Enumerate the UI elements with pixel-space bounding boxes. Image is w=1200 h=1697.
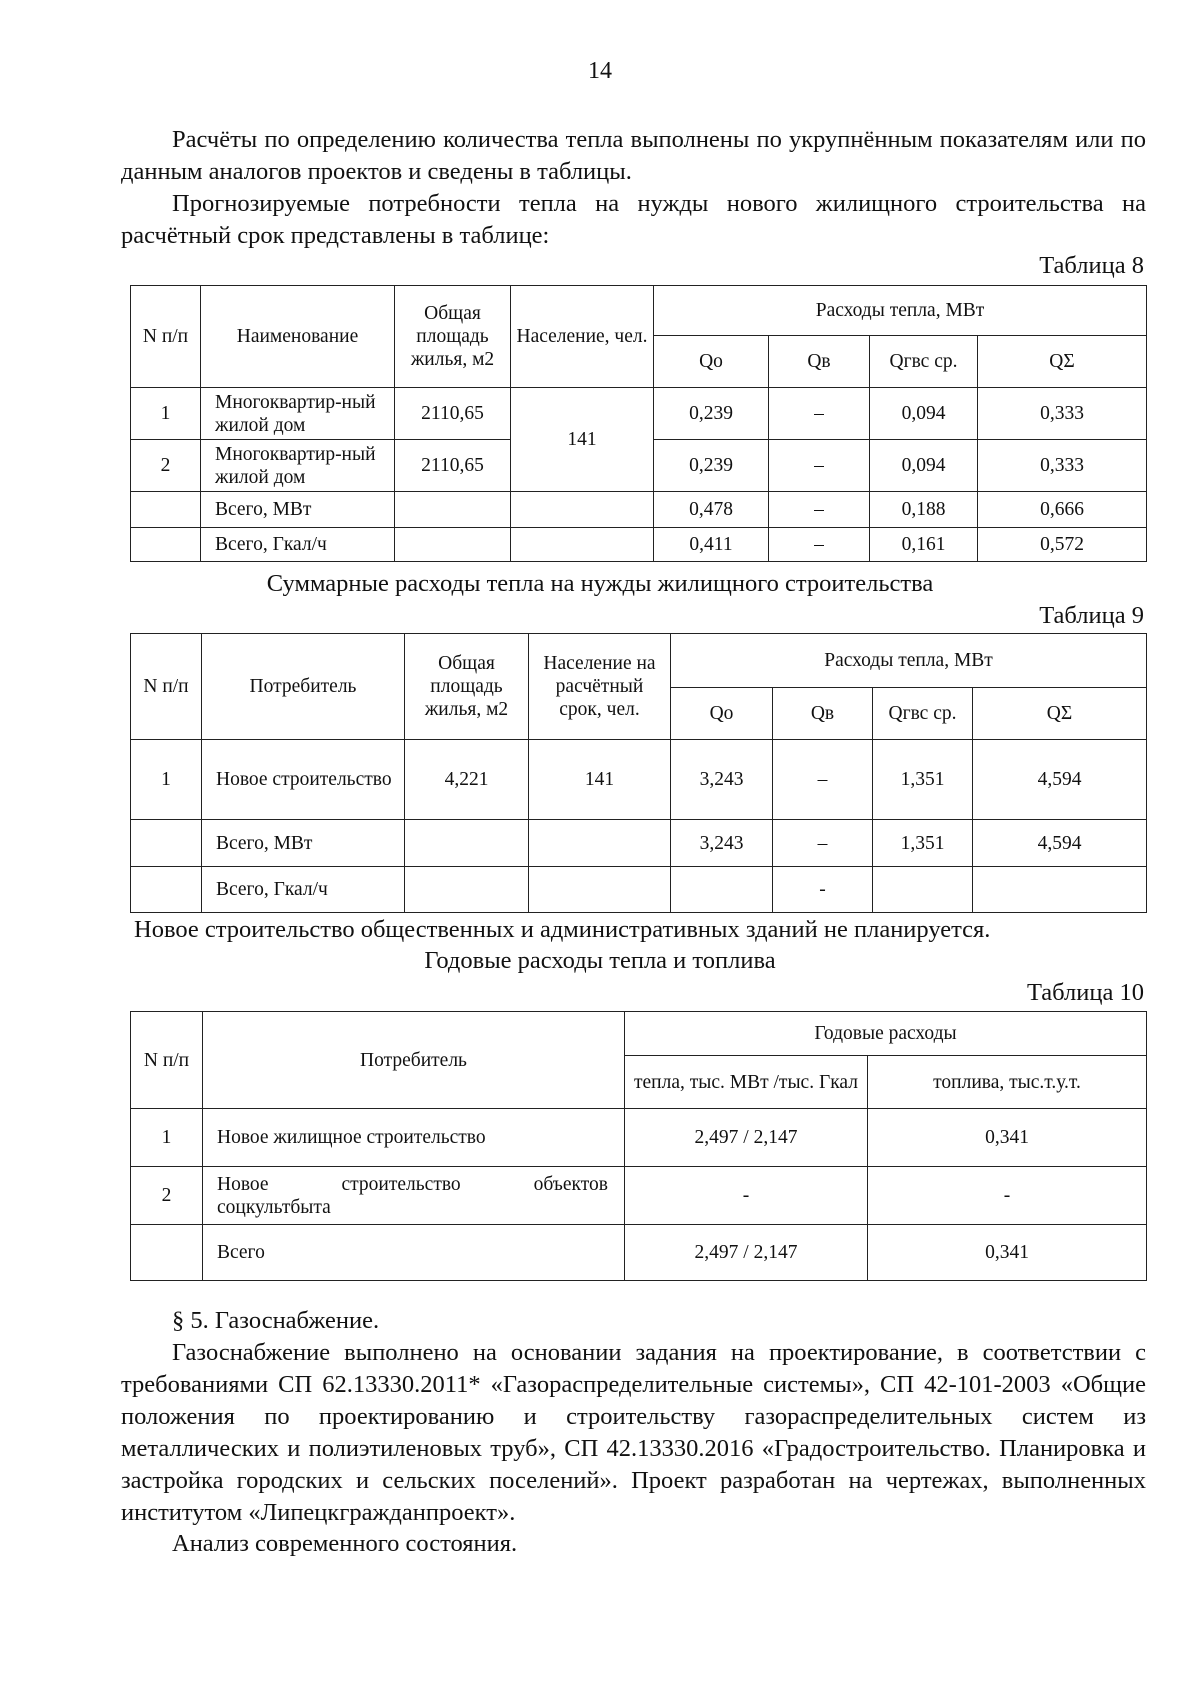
t8-total-qo: 0,411 <box>654 528 769 562</box>
t8-cell-num: 1 <box>131 388 201 440</box>
t10-cell-consumer: Всего <box>203 1225 625 1281</box>
t9-cell-qo: 3,243 <box>671 820 773 867</box>
t9-cell-population <box>529 820 671 867</box>
t9-cell-area <box>405 820 529 867</box>
t9-cell-num <box>131 820 202 867</box>
t8-total-qv: – <box>769 492 870 528</box>
t8-cell-qv: – <box>769 388 870 440</box>
t9-cell-area <box>405 867 529 913</box>
table-row <box>131 820 1147 867</box>
t9-cell-num <box>131 867 202 913</box>
t9-cell-population: 141 <box>529 740 671 820</box>
intro-paragraph-2: Прогнозируемые потребности тепла на нужды нового жилищного строительства на расчётный срок представлены в таблице: <box>121 190 1146 249</box>
t8-header-qv: Qв <box>769 336 870 388</box>
t9-header-consumer: Потребитель <box>202 634 405 740</box>
t8-cell-name: Многоквартир-ный жилой дом <box>201 388 395 440</box>
t9-cell-consumer: Новое строительство <box>202 740 405 820</box>
t8-cell-qsum: 0,333 <box>978 440 1147 492</box>
t8-total-label: Всего, МВт <box>201 492 395 528</box>
t10-cell-heat: 2,497 / 2,147 <box>625 1109 868 1167</box>
t9-header-population: Население на расчётный срок, чел. <box>529 634 671 740</box>
t9-cell-qv: – <box>773 820 873 867</box>
t10-cell-num: 1 <box>131 1109 203 1167</box>
table-row <box>131 740 1147 820</box>
t8-cell-population: 141 <box>511 388 654 492</box>
t9-cell-qo <box>671 867 773 913</box>
table-row <box>131 492 1147 528</box>
table-row <box>131 1225 1147 1281</box>
t10-header-fuel: топлива, тыс.т.у.т. <box>868 1056 1147 1109</box>
t10-cell-fuel: 0,341 <box>868 1225 1147 1281</box>
t8-total-qo: 0,478 <box>654 492 769 528</box>
table8-caption: Таблица 8 <box>1039 252 1144 279</box>
t10-cell-fuel: 0,341 <box>868 1109 1147 1167</box>
page-number: 14 <box>588 58 612 84</box>
t9-header-area: Общая площадь жилья, м2 <box>405 634 529 740</box>
t9-header-qgvs: Qгвс ср. <box>873 688 973 740</box>
t10-consumer-line-1: Новое строительство объектов <box>217 1173 608 1195</box>
t9-header-heat-group: Расходы тепла, МВт <box>671 634 1147 688</box>
t8-total-qgvs: 0,161 <box>870 528 978 562</box>
table-row <box>131 1167 1147 1225</box>
table9-title: Суммарные расходы тепла на нужды жилищного строительства <box>266 570 934 597</box>
section-5-body: Газоснабжение выполнено на основании задания на проектирование, в соответствии с требованиями СП 62.13330.2011* «Газораспределительные системы», СП 42-101-2003 «Общие положения по проектированию и строительству газораспределительных систем из металлических и полиэтиленовых труб», СП 42.13330.2016 «Градостроительство. Планировка и застройка городских и сельских поселений». Проект разработан на чертежах, выполненных институтом «Липецкгражданпроект». <box>121 1339 1146 1526</box>
table10-title: Годовые расходы тепла и топлива <box>424 947 776 974</box>
t8-total-qsum: 0,572 <box>978 528 1147 562</box>
t9-cell-qsum <box>973 867 1147 913</box>
section-5-analysis: Анализ современного состояния. <box>172 1530 518 1557</box>
t10-cell-heat: 2,497 / 2,147 <box>625 1225 868 1281</box>
t9-header-qsum: QΣ <box>973 688 1147 740</box>
t9-cell-qsum: 4,594 <box>973 820 1147 867</box>
table-9 <box>130 633 1147 913</box>
t8-header-qgvs: Qгвс ср. <box>870 336 978 388</box>
t9-cell-consumer: Всего, Гкал/ч <box>202 867 405 913</box>
t10-header-consumer: Потребитель <box>203 1012 625 1109</box>
t10-cell-consumer: Новое жилищное строительство <box>203 1109 625 1167</box>
table-row <box>131 388 1147 440</box>
t8-cell-qgvs: 0,094 <box>870 440 978 492</box>
table10-caption: Таблица 10 <box>1026 979 1144 1006</box>
t8-cell-qsum: 0,333 <box>978 388 1147 440</box>
t9-cell-consumer: Всего, МВт <box>202 820 405 867</box>
table9-caption: Таблица 9 <box>1039 602 1144 629</box>
t9-cell-qgvs: 1,351 <box>873 820 973 867</box>
t9-header-qv: Qв <box>773 688 873 740</box>
t8-cell-area: 2110,65 <box>395 440 511 492</box>
t9-header-qo: Qо <box>671 688 773 740</box>
t9-cell-num: 1 <box>131 740 202 820</box>
t8-cell-area: 2110,65 <box>395 388 511 440</box>
t8-header-population: Население, чел. <box>511 286 654 388</box>
t8-header-name: Наименование <box>201 286 395 388</box>
t9-cell-area: 4,221 <box>405 740 529 820</box>
note-no-public-buildings: Новое строительство общественных и административных зданий не планируется. <box>134 916 991 943</box>
t8-cell-qo: 0,239 <box>654 388 769 440</box>
t8-cell-name: Многоквартир-ный жилой дом <box>201 440 395 492</box>
t10-consumer-line-2: соцкультбыта <box>217 1196 331 1218</box>
table-row <box>131 528 1147 562</box>
t8-header-qo: Qо <box>654 336 769 388</box>
t8-header-qsum: QΣ <box>978 336 1147 388</box>
table-10 <box>130 1011 1147 1281</box>
section-5-heading: § 5. Газоснабжение. <box>172 1307 380 1334</box>
t9-cell-qo: 3,243 <box>671 740 773 820</box>
t8-header-heat-group: Расходы тепла, МВт <box>654 286 1147 336</box>
t10-cell-fuel: - <box>868 1167 1147 1225</box>
t10-cell-num: 2 <box>131 1167 203 1225</box>
t8-total-qgvs: 0,188 <box>870 492 978 528</box>
table-row <box>131 1109 1147 1167</box>
t9-cell-population <box>529 867 671 913</box>
t9-cell-qv: – <box>773 740 873 820</box>
table-row <box>131 867 1147 913</box>
t10-cell-heat: - <box>625 1167 868 1225</box>
t9-cell-qgvs <box>873 867 973 913</box>
t10-cell-num <box>131 1225 203 1281</box>
t8-cell-qv: – <box>769 440 870 492</box>
t8-total-qsum: 0,666 <box>978 492 1147 528</box>
t9-cell-qv: - <box>773 867 873 913</box>
t9-cell-qsum: 4,594 <box>973 740 1147 820</box>
t8-total-label: Всего, Гкал/ч <box>201 528 395 562</box>
t8-cell-qgvs: 0,094 <box>870 388 978 440</box>
t8-header-num: N п/п <box>131 286 201 388</box>
t10-cell-consumer <box>203 1167 625 1225</box>
t8-header-area: Общая площадь жилья, м2 <box>395 286 511 388</box>
t10-header-heat: тепла, тыс. МВт /тыс. Гкал <box>625 1056 868 1109</box>
t9-cell-qgvs: 1,351 <box>873 740 973 820</box>
t8-cell-qo: 0,239 <box>654 440 769 492</box>
t9-header-num: N п/п <box>131 634 202 740</box>
t8-cell-num: 2 <box>131 440 201 492</box>
table-8 <box>130 285 1147 562</box>
t8-total-qv: – <box>769 528 870 562</box>
t10-header-group: Годовые расходы <box>625 1012 1147 1056</box>
t10-header-num: N п/п <box>131 1012 203 1109</box>
intro-paragraph-1: Расчёты по определению количества тепла выполнены по укрупнённым показателям или по данным аналогов проектов и сведены в таблицы. <box>121 126 1146 185</box>
